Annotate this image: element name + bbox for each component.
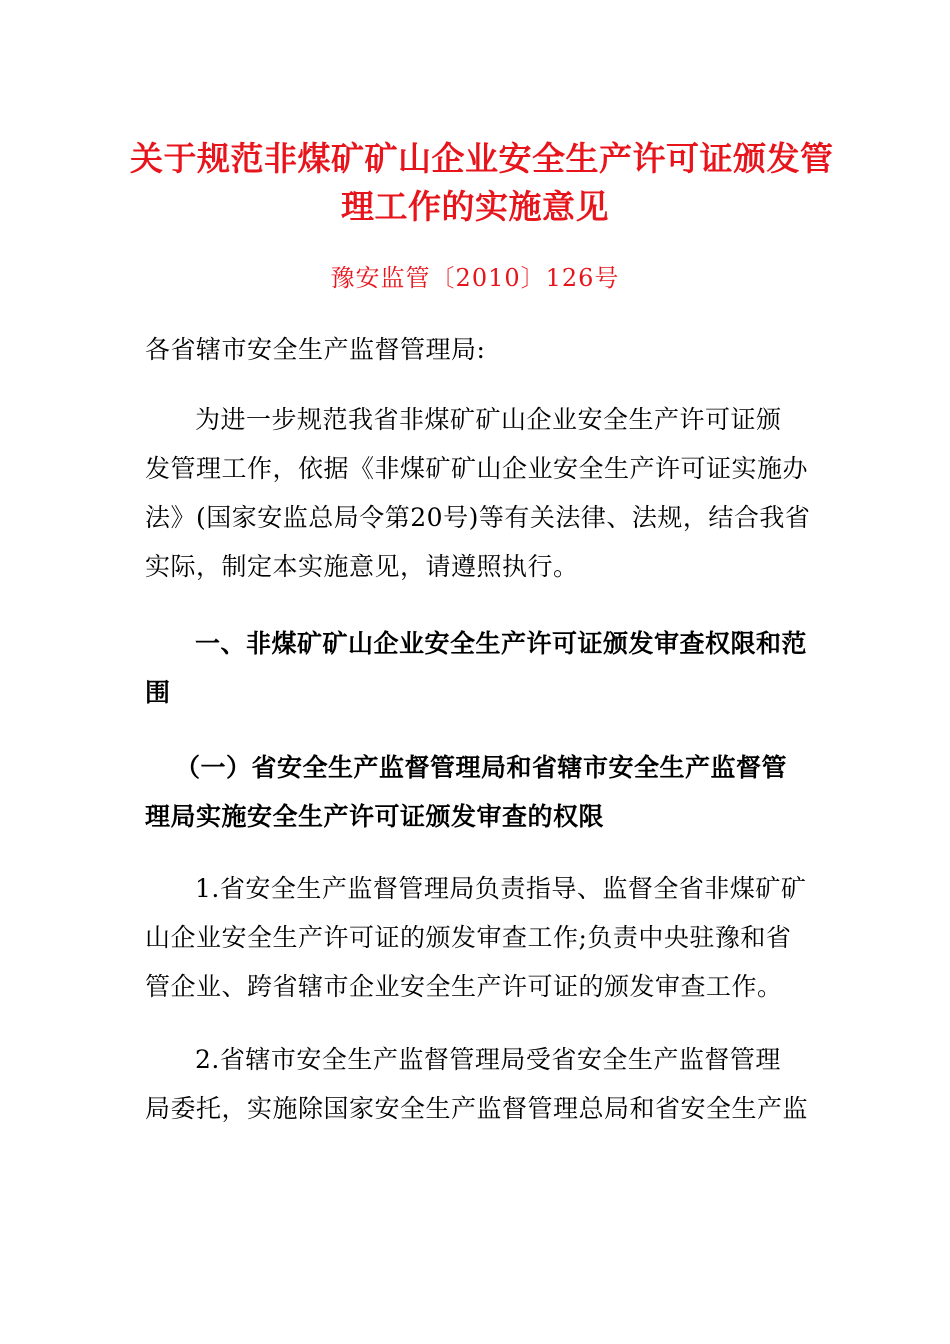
document-title-line-2: 理工作的实施意见 [341, 187, 609, 226]
item-1-line-1: 1.省安全生产监督管理局负责指导、监督全省非煤矿矿 [195, 874, 807, 903]
subsection-1-heading-line-1: （一）省安全生产监督管理局和省辖市安全生产监督管 [175, 753, 788, 782]
salutation: 各省辖市安全生产监督管理局: [145, 335, 486, 364]
intro-paragraph-line-3: 法》(国家安监总局令第20号)等有关法律、法规，结合我省 [145, 503, 811, 532]
document-number: 豫安监管〔2010〕126号 [330, 264, 620, 292]
item-1-line-2: 山企业安全生产许可证的颁发审查工作;负责中央驻豫和省 [145, 923, 792, 952]
intro-paragraph-line-4: 实际，制定本实施意见，请遵照执行。 [145, 552, 579, 581]
document-title-line-1: 关于规范非煤矿矿山企业安全生产许可证颁发管 [130, 139, 834, 178]
section-1-heading-line-1: 一、非煤矿矿山企业安全生产许可证颁发审查权限和范 [195, 629, 808, 658]
item-2-line-1: 2.省辖市安全生产监督管理局受省安全生产监督管理 [195, 1045, 781, 1074]
intro-paragraph-line-2: 发管理工作，依据《非煤矿矿山企业安全生产许可证实施办 [145, 454, 809, 483]
subsection-1-heading-line-2: 理局实施安全生产许可证颁发审查的权限 [145, 802, 605, 831]
section-1-heading-line-2: 围 [145, 678, 171, 707]
item-2-line-2: 局委托，实施除国家安全生产监督管理总局和省安全生产监 [145, 1094, 809, 1123]
intro-paragraph-line-1: 为进一步规范我省非煤矿矿山企业安全生产许可证颁 [195, 405, 782, 434]
item-1-line-3: 管企业、跨省辖市企业安全生产许可证的颁发审查工作。 [145, 972, 783, 1001]
